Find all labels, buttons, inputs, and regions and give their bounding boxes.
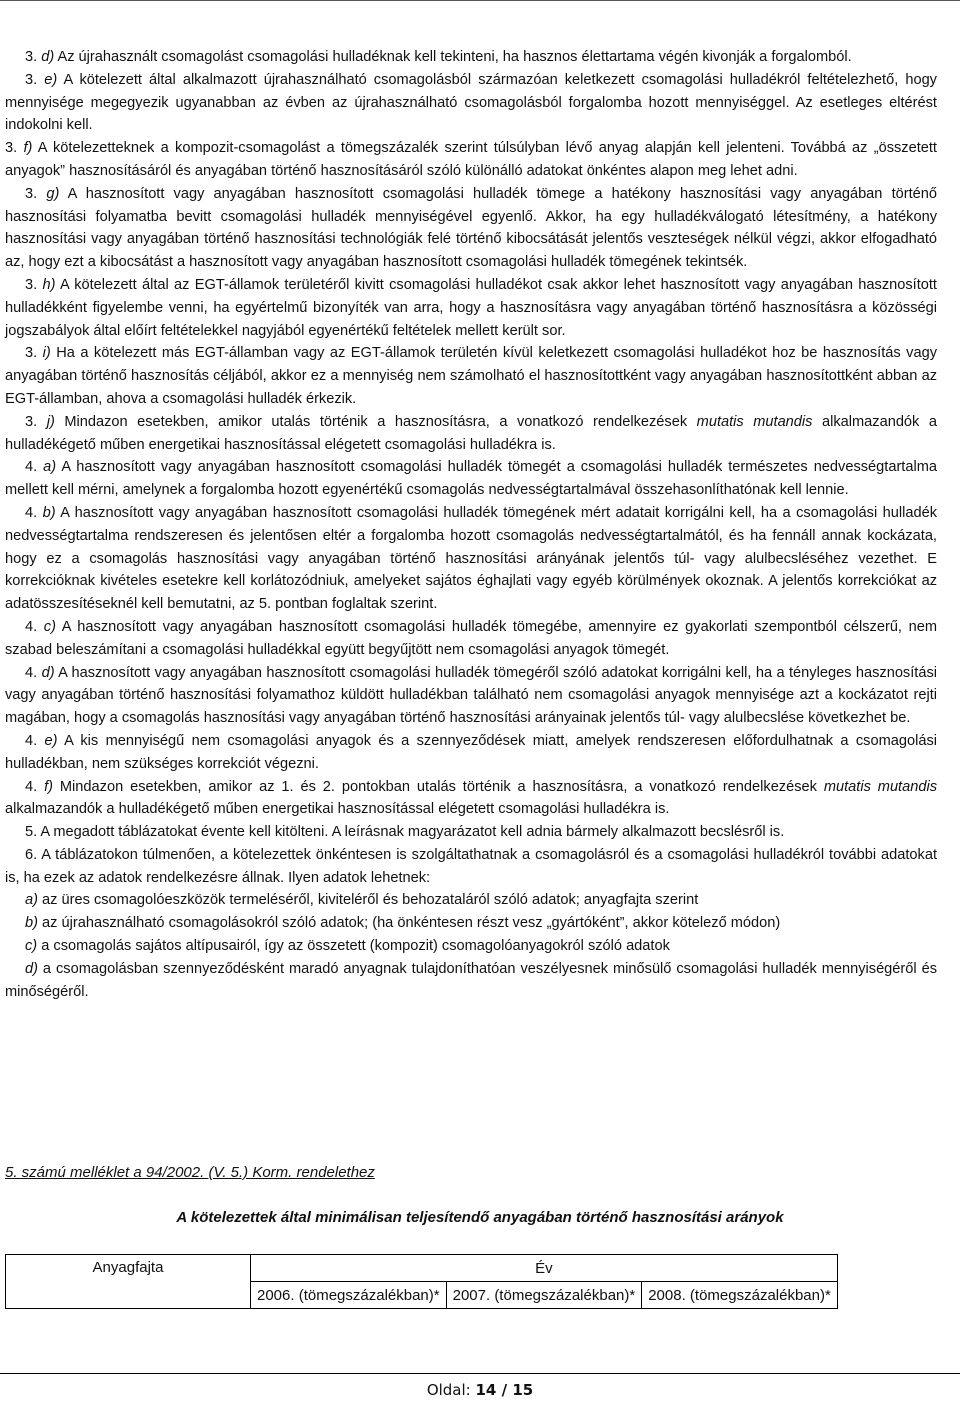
header-rule [0,0,960,1]
paragraph-3i: 3. i) Ha a kötelezett más EGT-államban vagy az EGT-államok területén kívül keletkezett csomagolási hulladékot hoz be hasznosítás vagy anyagában történő hasznosítás céljából, akkor ez a mennyiség nem számolható el hasznosítottként vagy anyagában hasznosítottként abban az EGT-államban, ahova a csomagolási hulladék érkezik. [5,345,937,407]
paragraph-3f: 3. f) A kötelezetteknek a kompozit-csomagolást a tömegszázalék szerint túlsúlyban lévő anyag alapján kell jelenteni. Továbbá az „összetett anyagok” hasznosításáról és anyagában történő hasznosításáról szóló különálló adatokat önkéntes alapon meg lehet adni. [5,140,937,179]
paragraph-3d: 3. d) Az újrahasznált csomagolást csomagolási hulladéknak kell tekinteni, ha hasznos élettartama végén kivonják a forgalomból. [25,49,852,65]
recovery-rate-table [5,1254,838,1309]
table-header-row [6,1255,838,1282]
list-item-d: d) a csomagolásban szennyeződésként maradó anyagnak tulajdoníthatóan veszélyesnek minősülő csomagolási hulladék mennyiségéről és minőségéről. [5,960,937,1000]
year-2006: 2006. (tömegszázalékban)* [251,1282,447,1309]
paragraph-3e: 3. e) A kötelezett által alkalmazott újrahasználható csomagolásból származóan keletkezett csomagolási hulladékról feltételezhető, hogy mennyisége megegyezik ugyanabban az évben az újrahasználható csomagolásból forgalomba hozott mennyiséggel. Az esetleges eltérést indokolni kell. [5,71,937,134]
list-item-b: b) az újrahasználható csomagolásokról szóló adatok; (ha önkéntesen részt vesz „gyártóként”, akkor kötelező módon) [25,915,781,932]
paragraph-6: 6. A táblázatokon túlmenően, a kötelezettek önkéntesen is szolgáltathatnak a csomagolásról és a csomagolási hulladékról további adatokat is, ha ezek az adatok rendelkezésre állnak. Ilyen adatok lehetnek: [5,846,937,886]
annex-title: A kötelezettek által minimálisan teljesítendő anyagában történő hasznosítási arányok [176,1209,784,1226]
paragraph-4d: 4. d) A hasznosított vagy anyagában hasznosított csomagolási hulladék tömegéről szóló adatokat korrigálni kell, ha a tényleges hasznosítási vagy anyagában történő hasznosítási folyamathoz küldött hulladékban található nem csomagolási anyagok mennyisége azt a kockázatot rejti magában, hogy a csomagolás hasznosítási vagy anyagában történő hasznosítási arányainak jelentős túl- vagy alulbecslése következhet be. [5,664,937,727]
paragraph-3j: 3. j) Mindazon esetekben, amikor utalás történik a hasznosításra, a vonatkozó rendelkezések mutatis mutandis alkalmazandók a hulladékégető műben energetikai hasznosítással elégetett csomagolási hulladékra is. [5,413,937,453]
footer-separator: / [496,1381,513,1399]
paragraph-4e: 4. e) A kis mennyiségű nem csomagolási anyagok és a szennyeződések miatt, amelyek rendszeresen előfordulhatnak a csomagolási hulladékban, nem szükséges korrekciót végezni. [5,732,937,772]
year-2007: 2007. (tömegszázalékban)* [446,1282,642,1309]
paragraph-4c: 4. c) A hasznosított vagy anyagában hasznosított csomagolási hulladék tömegébe, amennyire ez gyakorlati szempontból célszerű, nem szabad beleszámítani a csomagolási hulladékkal együtt begyűjtött nem csomagolási anyagok tömegét. [5,618,937,658]
body-text [5,46,937,1003]
paragraph-3h: 3. h) A kötelezett által az EGT-államok területéről kivitt csomagolási hulladékot csak akkor lehet hasznosított vagy anyagában hasznosított hulladékként figyelembe venni, ha egyértelmű bizonyíték van arra, hogy a hasznosításra vagy anyagában történő hasznosításra a közösségi jogszabályok által előírt feltételekkel nagyjából egyenértékű feltételek mellett került sor. [5,276,937,339]
paragraph-4a: 4. a) A hasznosított vagy anyagában hasznosított csomagolási hulladék tömegét a csomagolási hulladék természetes nedvességtartalma mellett kell mérni, amelynek a forgalomba hozott egyenértékű csomagolás nedvességtartalmával összehasonlíthatónak kell lennie. [5,459,937,499]
annex-reference: 5. számú melléklet a 94/2002. (V. 5.) Korm. rendelethez [5,1164,375,1181]
paragraph-5: 5. A megadott táblázatokat évente kell kitölteni. A leírásnak magyarázatot kell adnia bármely alkalmazott becslésről is. [25,824,785,841]
paragraph-4f: 4. f) Mindazon esetekben, amikor az 1. és 2. pontokban utalás történik a hasznosításra, a vonatkozó rendelkezések mutatis mutandis alkalmazandók a hulladékégető műben energetikai hasznosítással elégetett csomagolási hulladékra is. [5,778,938,818]
header-year: Év [251,1255,838,1282]
list-item-a: a) az üres csomagolóeszközök termeléséről, kiviteléről és behozataláról szóló adatok; anyagfajta szerint [25,892,699,909]
footer-page-number: 14 [475,1381,497,1399]
footer-rule [0,1373,960,1374]
list-item-c: c) a csomagolás sajátos altípusairól, így az összetett (kompozit) csomagolóanyagokról szóló adatok [25,938,670,955]
page-footer [0,1381,960,1399]
footer-prefix: Oldal: [426,1381,476,1399]
paragraph-3g: 3. g) A hasznosított vagy anyagában hasznosított csomagolási hulladék tömege a hatékony hasznosítási vagy anyagában történő hasznosítási folyamatba bevitt csomagolási hulladék mennyiségével egyenlő. Akkor, ha egy hulladékválogató létesítmény, a hatékony hasznosítási vagy anyagában történő hasznosítási technológiák felé történő kibocsátását jelentős veszteségek nélkül végzi, akkor elfogadható az, hogy ezt a kibocsátást a hasznosított vagy anyagában hasznosított csomagolási hulladék tömegének tekintsék. [5,185,937,271]
year-2008: 2008. (tömegszázalékban)* [642,1282,838,1309]
paragraph-4b: 4. b) A hasznosított vagy anyagában hasznosított csomagolási hulladék tömegének mért adatait korrigálni kell, ha a csomagolási hulladék nedvességtartalma rendszeresen és jelentősen eltér a forgalomba hozott csomagolás nedvességtartalmától, és ha fennáll annak kockázata, hogy ez a csomagolás hasznosítási vagy anyagában történő hasznosítási arányának jelentős túl- vagy alulbecsléséhez vezethet. E korrekcióknak kivételes esetekre kell korlátozódniuk, amelyeket sajátos éghajlati vagy egyéb körülmények okoznak. A jelentős korrekciókat az adatösszesítéseknél kell bemutatni, az 5. pontban foglaltak szerint. [5,504,937,613]
header-material: Anyagfajta [6,1255,251,1309]
footer-page-total: 15 [512,1381,534,1399]
